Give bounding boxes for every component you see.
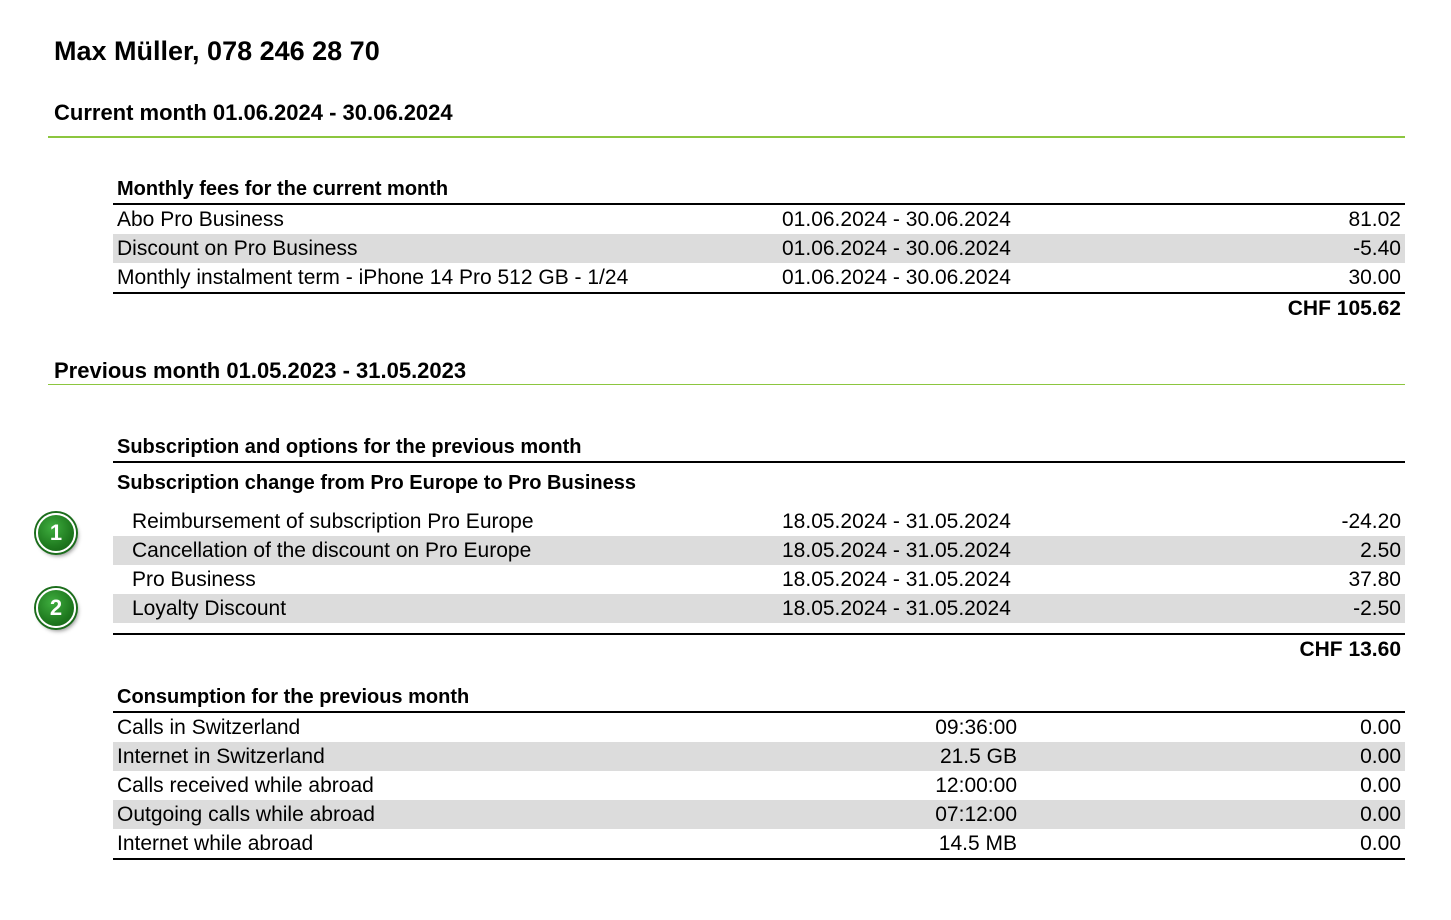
fee-period: 01.06.2024 - 30.06.2024 [782,237,1011,260]
fee-row [113,263,1405,292]
subscription-period: 18.05.2024 - 31.05.2024 [782,568,1011,591]
subscription-row [113,507,1405,536]
consumption-row [113,771,1405,800]
fee-row [113,205,1405,234]
subscription-amount: -24.20 [1341,510,1401,533]
consumption-usage: 07:12:00 [935,803,1017,826]
subscription-label: Pro Business [132,568,256,591]
fee-label: Discount on Pro Business [117,237,358,260]
fee-label: Abo Pro Business [117,208,284,231]
consumption-amount: 0.00 [1360,716,1401,739]
monthly-fees-title: Monthly fees for the current month [117,178,449,200]
subscription-amount: -2.50 [1353,597,1401,620]
consumption-amount: 0.00 [1360,803,1401,826]
subscription-label: Loyalty Discount [132,597,287,620]
consumption-amount: 0.00 [1360,774,1401,797]
fee-amount: 30.00 [1348,266,1401,289]
consumption-usage: 21.5 GB [939,745,1017,768]
consumption-label: Outgoing calls while abroad [117,803,375,826]
consumption-label: Calls received while abroad [117,774,374,797]
fees-total: CHF 105.62 [1287,297,1401,320]
consumption-row [113,713,1405,742]
consumption-label: Internet while abroad [117,832,314,855]
fee-amount: 81.02 [1348,208,1401,231]
current-month-divider [48,136,1405,138]
fee-amount: -5.40 [1353,237,1401,260]
subscription-row [113,536,1405,565]
consumption-table [113,683,1405,860]
subscription-amount: 37.80 [1348,568,1401,591]
marker-1-badge: 1 [36,513,76,553]
subscription-period: 18.05.2024 - 31.05.2024 [782,597,1011,620]
consumption-row [113,829,1405,858]
consumption-title: Consumption for the previous month [117,686,470,708]
consumption-row [113,800,1405,829]
subscription-row [113,565,1405,594]
fee-period: 01.06.2024 - 30.06.2024 [782,208,1011,231]
subscription-title: Subscription and options for the previous month [117,436,582,458]
consumption-amount: 0.00 [1360,832,1401,855]
marker-2-badge: 2 [36,588,76,628]
subscription-period: 18.05.2024 - 31.05.2024 [782,510,1011,533]
subscription-row [113,594,1405,623]
subscription-total: CHF 13.60 [1299,638,1401,661]
customer-heading: Max Müller, 078 246 28 70 [54,36,380,66]
fee-row [113,234,1405,263]
consumption-label: Calls in Switzerland [117,716,301,739]
monthly-fees-table [113,175,1405,324]
consumption-label: Internet in Switzerland [117,745,325,768]
consumption-usage: 14.5 MB [938,832,1017,855]
consumption-usage: 09:36:00 [935,716,1017,739]
subscription-change-title: Subscription change from Pro Europe to Pro Business [117,472,636,494]
fee-label: Monthly instalment term - iPhone 14 Pro 512 GB - 1/24 [117,266,629,289]
subscription-period: 18.05.2024 - 31.05.2024 [782,539,1011,562]
table-bottom-rule [113,858,1405,860]
subscription-label: Reimbursement of subscription Pro Europe [132,510,534,533]
current-month-title: Current month 01.06.2024 - 30.06.2024 [54,100,453,125]
previous-month-divider [48,384,1405,385]
consumption-usage: 12:00:00 [935,774,1017,797]
previous-month-title: Previous month 01.05.2023 - 31.05.2023 [54,358,467,383]
subscription-amount: 2.50 [1360,539,1401,562]
subscription-label: Cancellation of the discount on Pro Europe [132,539,532,562]
subscription-table [113,433,1405,665]
consumption-amount: 0.00 [1360,745,1401,768]
fee-period: 01.06.2024 - 30.06.2024 [782,266,1011,289]
consumption-row [113,742,1405,771]
